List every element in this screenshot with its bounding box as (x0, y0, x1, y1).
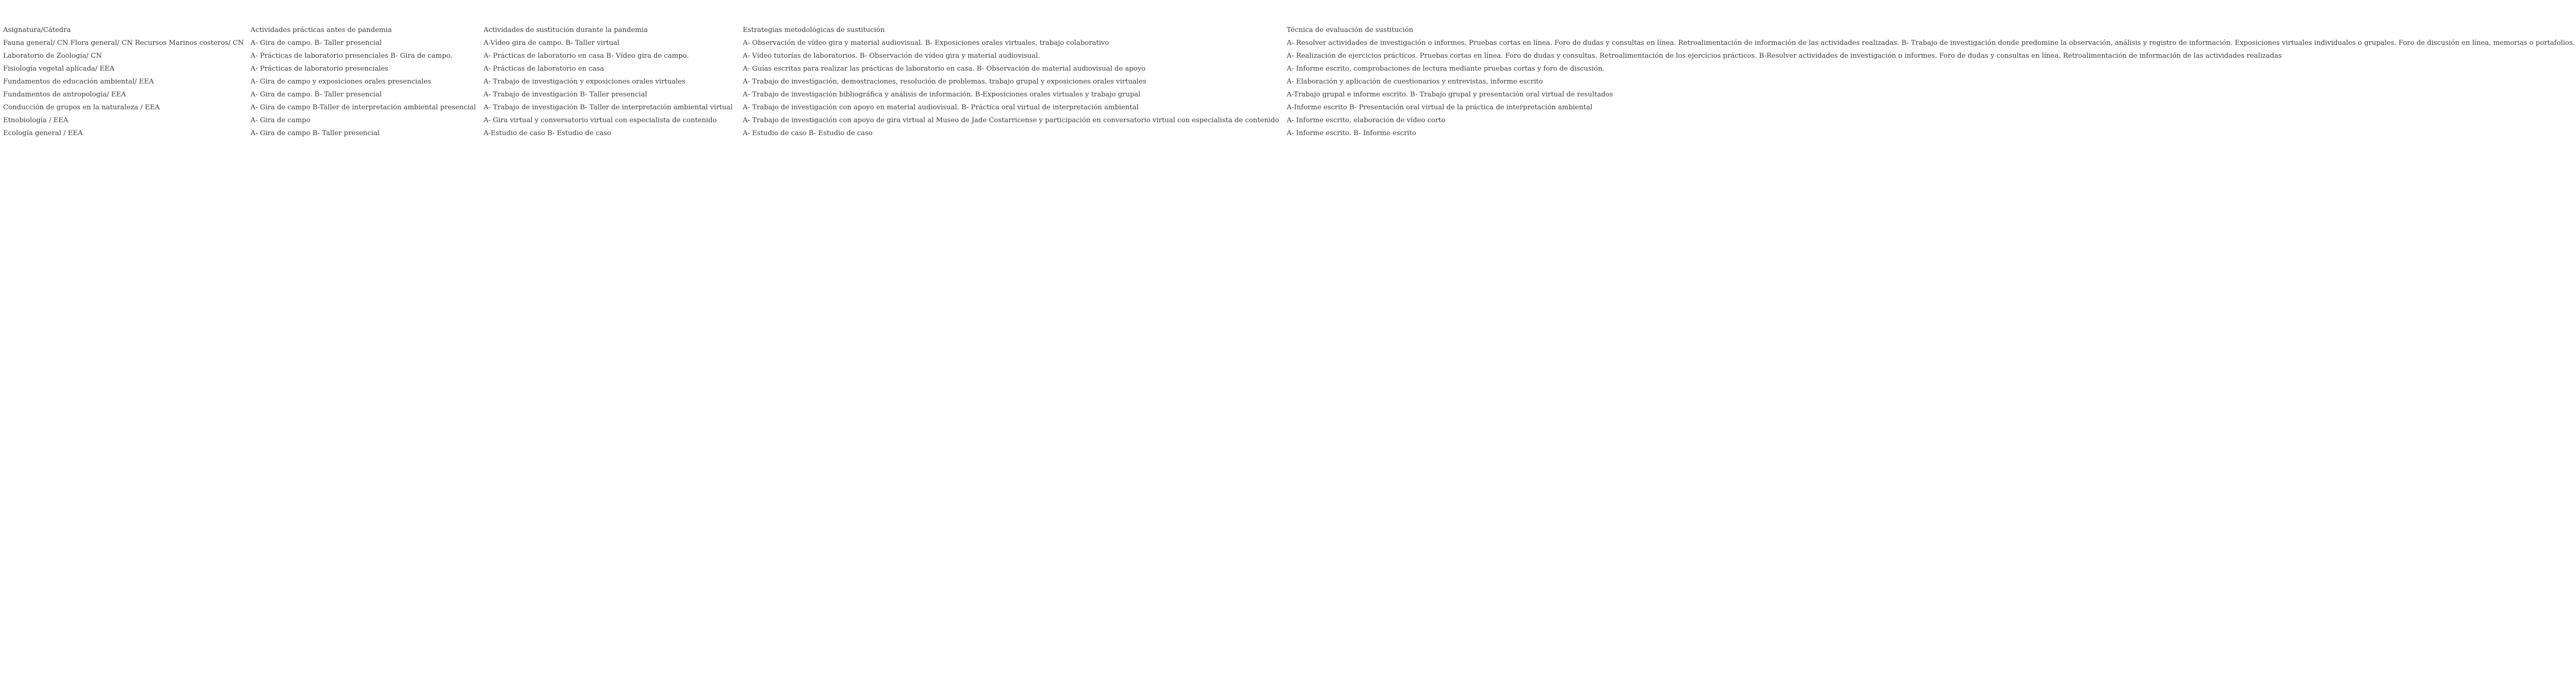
cell-methodological-strategies: A- Observación de vídeo gira y material audiovisual. B- Exposiciones orales virtuales, trabajo colaborativo (743, 39, 1109, 47)
cell-evaluation-technique: A- Informe escrito, comprobaciones de lectura mediante pruebas cortas y foro de discusión. (1287, 65, 1605, 73)
cell-evaluation-technique: A-Trabajo grupal e informe escrito. B- Trabajo grupal y presentación oral virtual de resultados (1287, 91, 1613, 98)
cell-subject: Etnobiología / EEA (3, 117, 69, 124)
cell-substitution-activities: A-Estudio de caso B- Estudio de caso (483, 129, 612, 137)
cell-substitution-activities: A- Gira virtual y conversatorio virtual con especialista de contenido (483, 117, 717, 124)
cell-practices-before: A- Gira de campo. B- Taller presencial (250, 39, 382, 47)
cell-subject: Fundamentos de educación ambiental/ EEA (3, 78, 154, 86)
header-row (3, 24, 2576, 37)
activities-table (3, 24, 2576, 140)
cell-evaluation-technique: A- Informe escrito, elaboración de vídeo corto (1287, 117, 1446, 124)
cell-subject: Conducción de grupos en la naturaleza / EEA (3, 104, 160, 111)
cell-practices-before: A- Gira de campo (250, 117, 310, 124)
cell-substitution-activities: A- Trabajo de investigación y exposiciones orales virtuales (483, 78, 685, 86)
header-methodological-strategies: Estrategias metodológicas de sustitución (743, 26, 885, 34)
cell-practices-before: A- Gira de campo y exposiciones orales presenciales (250, 78, 431, 86)
cell-methodological-strategies: A- Vídeo tutorías de laboratorios. B- Observación de vídeo gira y material audiovisual. (743, 52, 1040, 60)
cell-substitution-activities: A-Vídeo gira de campo. B- Taller virtual (483, 39, 620, 47)
cell-evaluation-technique: A- Informe escrito. B- Informe escrito (1287, 129, 1417, 137)
cell-methodological-strategies: A- Guías escritas para realizar las prácticas de laboratorio en casa. B- Observación de material audiovisual de apoyo (743, 65, 1146, 73)
table-row (3, 50, 2576, 62)
cell-methodological-strategies: A- Trabajo de investigación con apoyo de gira virtual al Museo de Jade Costarricense y participación en conversatorio virtual con especialista de contenido (743, 117, 1279, 124)
cell-subject: Fundamentos de antropología/ EEA (3, 91, 126, 98)
cell-methodological-strategies: A- Trabajo de investigación bibliográfica y análisis de información. B-Exposiciones orales virtuales y trabajo grupal (743, 91, 1141, 98)
header-practices-before: Actividades prácticas antes de pandemia (250, 26, 392, 34)
cell-practices-before: A- Gira de campo B-Taller de interpretación ambiental presencial (250, 104, 476, 111)
cell-subject: Laboratorio de Zoología/ CN (3, 52, 102, 60)
table-row (3, 127, 2576, 140)
cell-subject: Ecología general / EEA (3, 129, 83, 137)
header-substitution-activities: Actividades de sustitución durante la pandemia (483, 26, 648, 34)
cell-substitution-activities: A- Trabajo de investigación B- Taller de interpretación ambiental virtual (483, 104, 733, 111)
cell-substitution-activities: A- Prácticas de laboratorio en casa (483, 65, 604, 73)
cell-methodological-strategies: A- Trabajo de investigación, demostraciones, resolución de problemas, trabajo grupal y exposiciones orales virtuales (743, 78, 1146, 86)
table-row (3, 75, 2576, 88)
cell-practices-before: A- Prácticas de laboratorio presenciales (250, 65, 388, 73)
cell-subject: Fisiología vegetal aplicada/ EEA (3, 65, 114, 73)
header-subject: Asignatura/Cátedra (3, 26, 71, 34)
table-header (3, 24, 2576, 37)
cell-substitution-activities: A- Prácticas de laboratorio en casa B- Vídeo gira de campo. (483, 52, 689, 60)
cell-evaluation-technique: A- Resolver actividades de investigación o informes. Pruebas cortas en línea. Foro de dudas y consultas en línea. Retroalimentación de información de las actividades realizadas. B- Trabajo de investigación donde predomine la observación, análisis y registro de información. Exposiciones virtuales individuales o grupales. Foro de discusión en línea, memorias o portafolios. (1287, 39, 2575, 47)
table-row (3, 62, 2576, 75)
table-row (3, 101, 2576, 114)
document-body (3, 24, 2576, 140)
cell-methodological-strategies: A- Estudio de caso B- Estudio de caso (743, 129, 873, 137)
cell-practices-before: A- Gira de campo. B- Taller presencial (250, 91, 382, 98)
table-row (3, 88, 2576, 101)
table-body (3, 37, 2576, 140)
cell-subject: Fauna general/ CN Flora general/ CN Recursos Marinos costeros/ CN (3, 39, 244, 47)
cell-methodological-strategies: A- Trabajo de investigación con apoyo en material audiovisual. B- Práctica oral virtual de interpretación ambiental (743, 104, 1139, 111)
cell-practices-before: A- Prácticas de laboratorio presenciales B- Gira de campo. (250, 52, 453, 60)
header-evaluation-technique: Técnica de evaluación de sustitución (1287, 26, 1414, 34)
cell-evaluation-technique: A- Realización de ejercicios prácticos. Pruebas cortas en línea. Foro de dudas y consultas. Retroalimentación de los ejercicios prácticos. B-Resolver actividades de investigación o informes. Foro de dudas y consultas en línea. Retroalimentación de información de las actividades realizadas (1287, 52, 2282, 60)
cell-substitution-activities: A- Trabajo de investigación B- Taller presencial (483, 91, 647, 98)
cell-practices-before: A- Gira de campo B- Taller presencial (250, 129, 380, 137)
cell-evaluation-technique: A- Elaboración y aplicación de cuestionarios y entrevistas, informe escrito (1287, 78, 1543, 86)
table-row (3, 37, 2576, 50)
table-row (3, 114, 2576, 127)
cell-evaluation-technique: A-Informe escrito B- Presentación oral virtual de la práctica de interpretación ambiental (1287, 104, 1593, 111)
